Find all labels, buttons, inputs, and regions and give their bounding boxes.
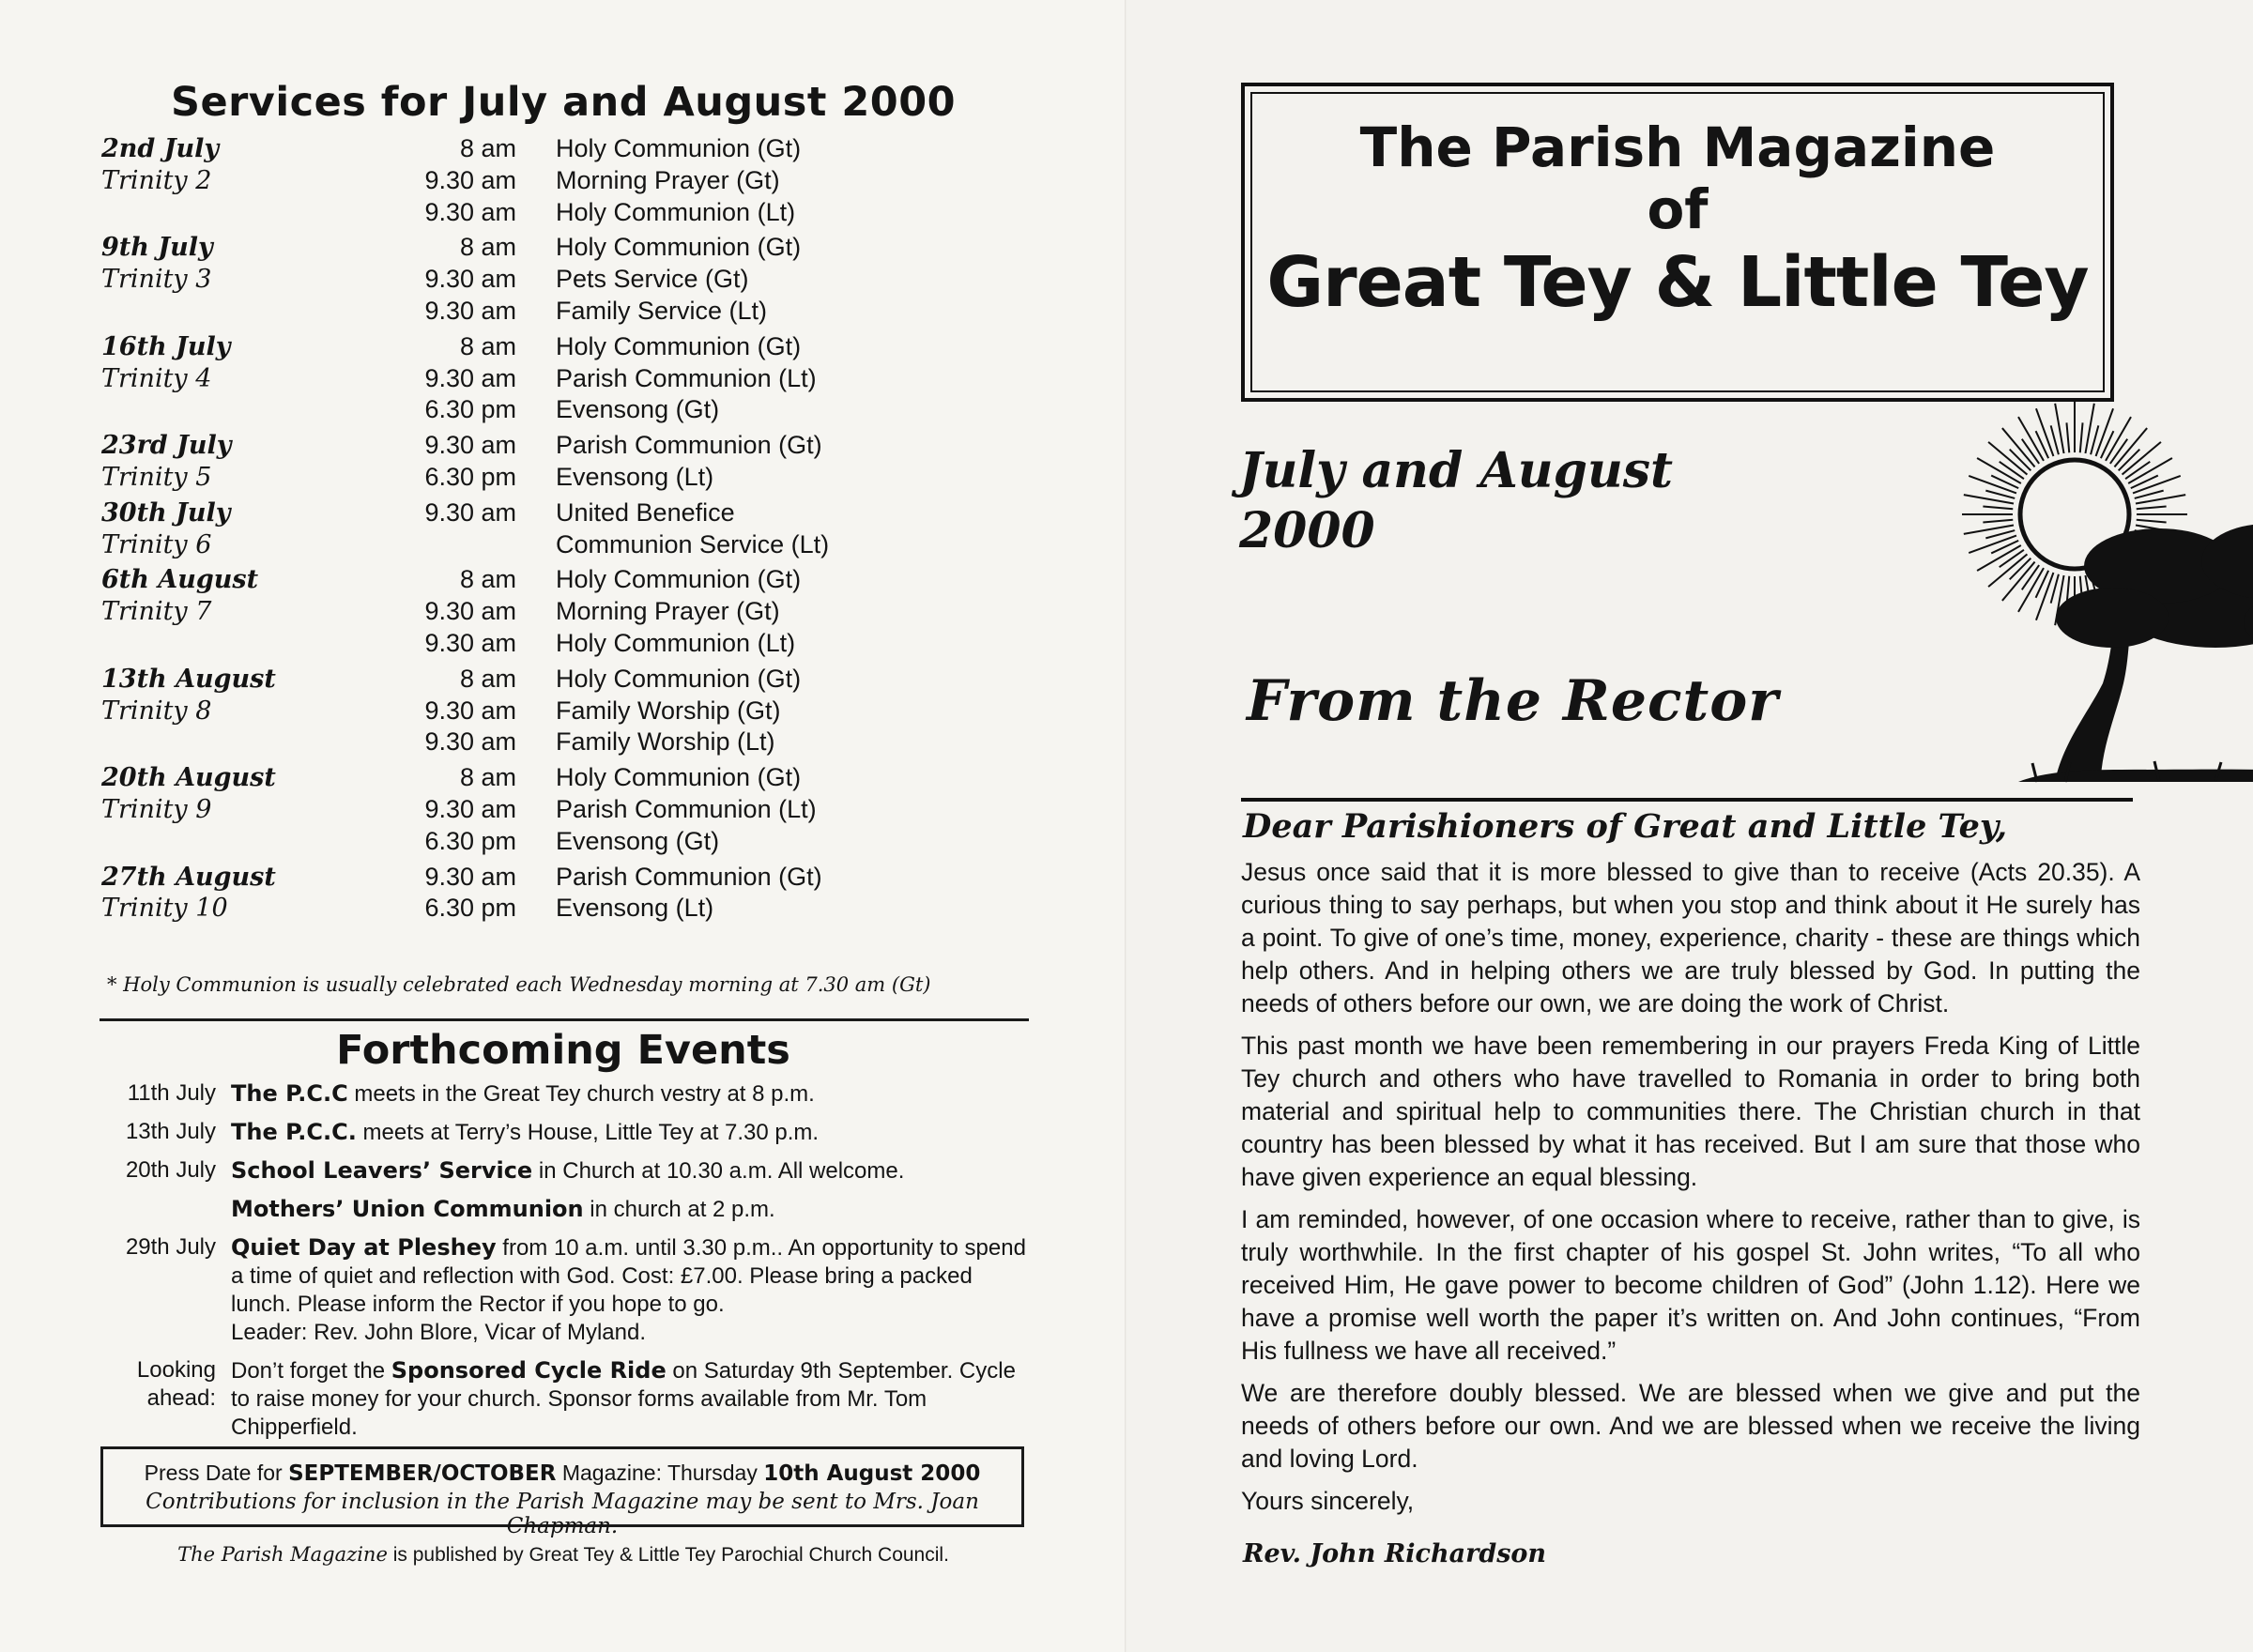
event-date: Looking ahead:: [136, 1357, 216, 1411]
service-date: 20th August: [101, 763, 276, 793]
sun-ray: [2000, 550, 2024, 567]
service-row: [101, 529, 1003, 561]
service-row: [101, 893, 1003, 925]
sun-ray: [2123, 442, 2161, 475]
service-row: [101, 497, 1003, 529]
service-date: 13th August: [101, 664, 276, 694]
service-sunday: Trinity 9: [101, 794, 212, 824]
service-sunday: Trinity 3: [101, 265, 212, 295]
letter-paragraph: This past month we have been remembering in our prayers Freda King of Little Tey church and others who have travelled to Romania in order to bring both material and spiritual help to communities there. The Christian church in that country has been blessed by what it has received. But I am sure that those who have given experience an equal blessing.: [1241, 1032, 2140, 1191]
service-row: [101, 363, 1003, 395]
service-time: 8 am: [459, 233, 516, 262]
press-date: 10th August 2000: [763, 1461, 981, 1486]
press-pre: Press Date for: [144, 1461, 289, 1485]
event-title: The P.C.C.: [231, 1119, 357, 1145]
service-time: 8 am: [459, 565, 516, 594]
service-time: 9.30 am: [424, 696, 516, 725]
masthead-of: of: [1647, 177, 1709, 241]
sun-ray: [2022, 439, 2039, 464]
service-time: 9.30 am: [424, 165, 516, 194]
service-name: Morning Prayer (Gt): [556, 165, 780, 194]
service-name: Holy Communion (Lt): [556, 628, 796, 657]
rector-divider: [1241, 798, 2133, 802]
service-time: 6.30 pm: [424, 826, 516, 855]
service-sunday: [101, 826, 345, 858]
masthead: [1241, 83, 2114, 402]
issue-year: 2000: [1239, 502, 1375, 559]
event-item: [103, 1356, 1033, 1442]
service-time: 9.30 am: [424, 197, 516, 226]
rector-heading: From the Rector: [1247, 668, 1779, 734]
service-name: Evensong (Lt): [556, 894, 714, 923]
section-divider: [100, 1018, 1029, 1021]
service-name: Morning Prayer (Gt): [556, 597, 780, 626]
service-date: 27th August: [101, 862, 276, 892]
event-text: in Church at 10.30 a.m. All welcome.: [532, 1158, 905, 1184]
service-sunday: Trinity 6: [101, 529, 212, 559]
press-issue: SEPTEMBER/OCTOBER: [288, 1461, 557, 1486]
services-title: Services for July and August 2000: [170, 79, 957, 126]
event-text: from 10 a.m. until 3.30 p.m.. An opportunity to spend a time of quiet and reflection with God. Cost: £7.00. Please bring a packed lunch. Please inform the Rector if you hope to go.: [231, 1235, 1026, 1317]
service-name: Parish Communion (Lt): [556, 794, 817, 823]
service-name: Communion Service (Lt): [556, 529, 830, 558]
service-sunday: [101, 628, 345, 660]
event-date: 20th July: [125, 1157, 216, 1183]
service-row: [101, 727, 1003, 758]
service-time: 8 am: [459, 134, 516, 162]
service-row: [101, 696, 1003, 727]
left-page: [0, 0, 1126, 1652]
service-name: Holy Communion (Gt): [556, 233, 802, 262]
event-title: The P.C.C: [231, 1080, 348, 1107]
service-date: 30th July: [101, 497, 231, 528]
service-row: [101, 628, 1003, 660]
press-mid: Magazine: Thursday: [556, 1461, 764, 1485]
event-description: [231, 1356, 1033, 1442]
service-sunday: Trinity 4: [101, 363, 212, 393]
events-title: Forthcoming Events: [336, 1027, 790, 1074]
services-note: * Holy Communion is usually celebrated each Wednesday morning at 7.30 am (Gt): [107, 973, 931, 996]
service-row: [101, 762, 1003, 794]
event-title: School Leavers’ Service: [231, 1157, 533, 1184]
service-time: 8 am: [459, 664, 516, 693]
event-text: on Saturday 9th September. Cycle to raise money for your church. Sponsor forms available from Mr. Tom Chipperfield.: [231, 1358, 1016, 1440]
service-date: 16th July: [101, 331, 231, 361]
event-item: [103, 1156, 1033, 1185]
event-date: 13th July: [125, 1119, 216, 1144]
event-date: 11th July: [127, 1080, 216, 1106]
sun-ray: [2119, 450, 2140, 471]
service-date: 2nd July: [101, 134, 220, 163]
service-name: Holy Communion (Gt): [556, 331, 802, 360]
event-pre: Don’t forget the: [231, 1358, 391, 1384]
event-title: Mothers’ Union Communion: [231, 1196, 584, 1222]
service-time: 9.30 am: [424, 862, 516, 891]
service-time: 9.30 am: [424, 431, 516, 460]
event-description: [231, 1195, 1033, 1224]
service-row: [101, 197, 1003, 229]
event-item: [103, 1118, 1033, 1147]
sun-ray: [2010, 450, 2031, 471]
sun-ray: [2137, 520, 2167, 523]
sun-ray: [2110, 439, 2127, 464]
sun-ray: [2022, 565, 2039, 589]
event-leader: Leader: Rev. John Blore, Vicar of Myland.: [231, 1320, 647, 1345]
service-time: 6.30 pm: [424, 462, 516, 491]
sun-ray: [2137, 506, 2167, 509]
event-item: [103, 1079, 1033, 1109]
service-date: 9th July: [101, 233, 213, 263]
event-text: meets at Terry’s House, Little Tey at 7.30 p.m.: [356, 1120, 820, 1145]
service-name: United Benefice: [556, 497, 735, 527]
event-text: in church at 2 p.m.: [583, 1197, 775, 1222]
service-name: Evensong (Gt): [556, 395, 720, 424]
service-sunday: [101, 394, 345, 426]
service-time: 6.30 pm: [424, 894, 516, 923]
service-name: Holy Communion (Gt): [556, 664, 802, 693]
publisher-line: [0, 1543, 1126, 1567]
service-row: [101, 296, 1003, 328]
service-sunday: [101, 296, 345, 328]
service-sunday: Trinity 10: [101, 894, 228, 924]
contributions-note: Contributions for inclusion in the Parish Magazine may be sent to Mrs. Joan Chapman.: [146, 1490, 979, 1538]
service-time: 9.30 am: [424, 497, 516, 527]
service-time: 9.30 am: [424, 363, 516, 392]
right-page: [1126, 0, 2253, 1652]
service-row: [101, 794, 1003, 826]
service-time: 8 am: [459, 331, 516, 360]
issue-date: [1239, 441, 1673, 561]
service-time: 9.30 am: [424, 296, 516, 325]
sun-ray: [2010, 558, 2031, 580]
letter-paragraph: I am reminded, however, of one occasion where to receive, rather than to give, is truly worthwhile. In the first chapter of his gospel St. John writes, “To all who received Him, He gave power to become children of God” (John 1.12). Here we have a promise well worth the paper it’s written on. And John continues, “From His fullness we have all received.”: [1241, 1205, 2140, 1365]
service-name: Family Service (Lt): [556, 296, 768, 325]
service-time: 9.30 am: [424, 628, 516, 657]
service-row: [101, 596, 1003, 628]
press-date-box: [100, 1446, 1024, 1538]
sun-and-tree-illustration: [1878, 402, 2253, 815]
sun-ray: [2002, 562, 2035, 601]
service-row: [101, 664, 1003, 696]
service-name: Parish Communion (Gt): [556, 862, 822, 891]
event-date: 29th July: [125, 1234, 216, 1260]
sun-ray: [2114, 428, 2147, 467]
service-name: Parish Communion (Lt): [556, 363, 817, 392]
letter-closing: Yours sincerely,: [1241, 1487, 1415, 1515]
service-name: Holy Communion (Lt): [556, 197, 796, 226]
events-list: [103, 1079, 1033, 1451]
service-row: [101, 232, 1003, 264]
sun-ray: [1983, 506, 2013, 509]
sun-ray: [1983, 520, 2013, 523]
service-name: Parish Communion (Gt): [556, 431, 822, 460]
service-row: [101, 133, 1003, 165]
masthead-parishes: Great Tey & Little Tey: [1266, 242, 2089, 323]
masthead-title: The Parish Magazine: [1359, 115, 1996, 179]
salutation: Dear Parishioners of Great and Little Tey,: [1243, 807, 2008, 846]
event-description: [231, 1118, 1033, 1147]
service-time: 6.30 pm: [424, 395, 516, 424]
service-sunday: Trinity 5: [101, 462, 212, 492]
event-description: [231, 1079, 1033, 1109]
service-sunday: Trinity 8: [101, 696, 212, 726]
service-sunday: Trinity 2: [101, 165, 212, 195]
service-name: Evensong (Gt): [556, 826, 720, 855]
letter-paragraph: We are therefore doubly blessed. We are blessed when we give and put the needs of others before our own. And we are blessed when we receive the living and loving Lord.: [1241, 1379, 2140, 1473]
service-name: Pets Service (Gt): [556, 265, 749, 294]
service-sunday: [101, 727, 345, 758]
sun-ray: [2000, 462, 2024, 479]
service-time: 9.30 am: [424, 727, 516, 757]
sun-ray: [1988, 554, 2027, 587]
service-name: Family Worship (Lt): [556, 727, 775, 757]
service-time: 8 am: [459, 763, 516, 792]
services-table: [101, 133, 1003, 925]
service-time: 9.30 am: [424, 265, 516, 294]
service-time: [345, 529, 556, 561]
service-time: 9.30 am: [424, 794, 516, 823]
publisher-text: is published by Great Tey & Little Tey Parochial Church Council.: [387, 1544, 949, 1566]
service-name: Holy Communion (Gt): [556, 565, 802, 594]
service-row: [101, 826, 1003, 858]
service-name: Family Worship (Gt): [556, 696, 781, 725]
service-sunday: [101, 197, 345, 229]
event-description: [231, 1233, 1033, 1347]
sun-ray: [1988, 442, 2027, 475]
letter-paragraph: Jesus once said that it is more blessed to give than to receive (Acts 20.35). A curious thing to say perhaps, but when you stop and think about it He surely has a point. To give of one’s time, money, experience, charity - these are things which help others. And in helping others we are truly blessed by God. In putting the needs of others before our own, we are doing the work of Christ.: [1241, 858, 2140, 1017]
service-name: Holy Communion (Gt): [556, 763, 802, 792]
issue-months: July and August: [1239, 442, 1674, 499]
sun-ray: [2125, 462, 2150, 479]
service-row: [101, 564, 1003, 596]
service-date: 23rd July: [101, 431, 232, 461]
event-date: [103, 1195, 231, 1224]
event-description: [231, 1156, 1033, 1185]
event-title: Quiet Day at Pleshey: [231, 1234, 497, 1261]
service-row: [101, 862, 1003, 894]
event-title: Sponsored Cycle Ride: [391, 1357, 667, 1384]
rector-letter: [1241, 856, 2140, 1527]
event-text: meets in the Great Tey church vestry at 8 p.m.: [347, 1081, 815, 1107]
service-name: Holy Communion (Gt): [556, 134, 802, 162]
service-row: [101, 462, 1003, 494]
service-row: [101, 430, 1003, 462]
publisher-title: The Parish Magazine: [177, 1543, 388, 1566]
sun-ray: [2080, 422, 2083, 452]
service-name: Evensong (Lt): [556, 462, 714, 491]
service-date: 6th August: [101, 565, 259, 595]
sun-ray: [2066, 422, 2069, 452]
event-item: [103, 1195, 1033, 1224]
sun-ray: [2002, 428, 2035, 467]
service-row: [101, 264, 1003, 296]
service-row: [101, 394, 1003, 426]
signature: Rev. John Richardson: [1243, 1539, 1547, 1568]
service-row: [101, 331, 1003, 363]
service-time: 9.30 am: [424, 597, 516, 626]
service-row: [101, 165, 1003, 197]
service-sunday: Trinity 7: [101, 597, 212, 627]
event-item: [103, 1233, 1033, 1347]
